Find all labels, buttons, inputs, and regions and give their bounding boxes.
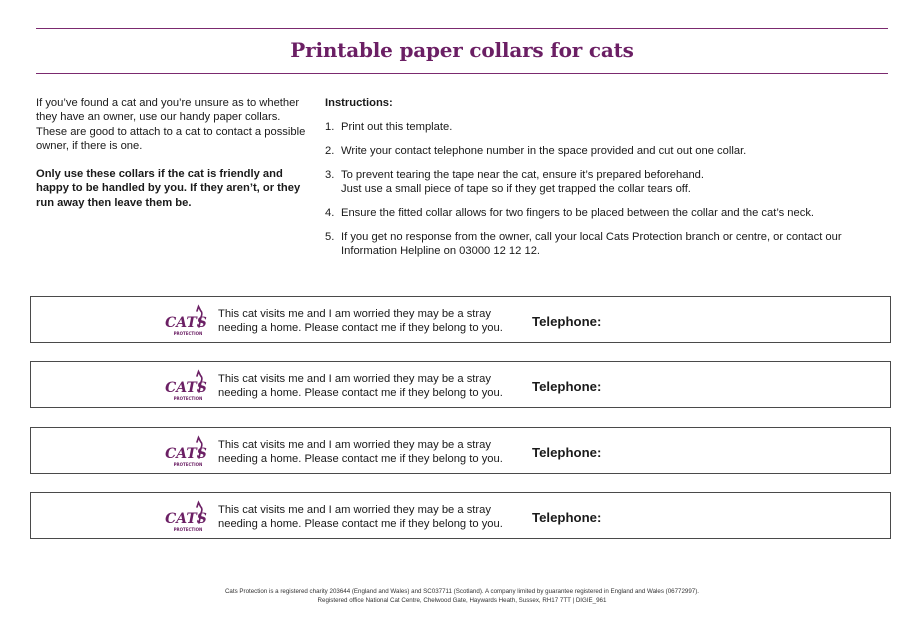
title-rule <box>36 73 888 74</box>
logo-subtext: PROTECTION <box>173 396 203 401</box>
page-title: Printable paper collars for cats <box>290 38 634 62</box>
collar-message <box>218 307 528 336</box>
step-number: 1. <box>325 121 335 134</box>
logo-wordmark: CATS <box>165 380 207 396</box>
step-text: Ensure the fitted collar allows for two fingers to be placed between the collar and the cat’s neck. <box>341 207 815 220</box>
step-text-2: Information Helpline on 03000 12 12 12. <box>341 245 541 258</box>
instructions-section <box>325 96 895 268</box>
logo-subtext: PROTECTION <box>173 331 203 336</box>
intro-section <box>36 96 306 224</box>
collar-message-line-1: This cat visits me and I am worried they may be a stray <box>218 439 491 451</box>
footer-address-line: Registered office National Cat Centre, Chelwood Gate, Haywards Heath, Sussex, RH17 7TT | DIGIE_961 <box>317 597 607 604</box>
intro-warning: Only use these collars if the cat is friendly and happy to be handled by you. If they aren’t, or they run away then leave them be. <box>36 168 301 209</box>
footer-charity-line: Cats Protection is a registered charity 203644 (England and Wales) and SC037711 (Scotland). A company limited by guarantee registered in England and Wales (06772997). <box>224 588 700 595</box>
telephone-label: Telephone: <box>532 314 602 329</box>
paper-collar <box>30 492 891 539</box>
step-text: To prevent tearing the tape near the cat, ensure it’s prepared beforehand. <box>341 169 705 182</box>
telephone-label: Telephone: <box>532 510 602 525</box>
paper-collar <box>30 361 891 408</box>
cats-protection-logo-icon <box>165 305 207 337</box>
logo-wordmark: CATS <box>165 315 207 331</box>
instruction-step <box>325 120 895 134</box>
instruction-step <box>325 206 895 220</box>
collar-message <box>218 438 528 467</box>
collar-message-line-1: This cat visits me and I am worried they may be a stray <box>218 373 491 385</box>
collar-message-line-1: This cat visits me and I am worried they may be a stray <box>218 308 491 320</box>
logo-subtext: PROTECTION <box>173 462 203 467</box>
cats-protection-logo-icon <box>165 501 207 533</box>
logo-subtext: PROTECTION <box>173 527 203 532</box>
instructions-heading: Instructions: <box>325 97 393 109</box>
step-number: 4. <box>325 207 335 220</box>
footer <box>36 587 888 605</box>
collar-message-line-2: needing a home. Please contact me if they belong to you. <box>218 387 503 400</box>
step-text-2: Just use a small piece of tape so if they get trapped the collar tears off. <box>341 183 691 196</box>
instruction-step <box>325 144 895 158</box>
telephone-label: Telephone: <box>532 445 602 460</box>
collar-message-line-1: This cat visits me and I am worried they may be a stray <box>218 504 491 516</box>
telephone-label: Telephone: <box>532 379 602 394</box>
collar-message-line-2: needing a home. Please contact me if they belong to you. <box>218 453 503 466</box>
logo-wordmark: CATS <box>165 511 207 527</box>
top-rule <box>36 28 888 29</box>
step-text: If you get no response from the owner, call your local Cats Protection branch or centre, or contact our <box>341 231 842 244</box>
collar-message-line-2: needing a home. Please contact me if they belong to you. <box>218 322 503 335</box>
cats-protection-logo-icon <box>165 370 207 402</box>
instructions-list <box>325 120 895 258</box>
paper-collar <box>30 296 891 343</box>
step-number: 2. <box>325 145 335 158</box>
logo-wordmark: CATS <box>165 446 207 462</box>
collar-message-line-2: needing a home. Please contact me if they belong to you. <box>218 518 503 531</box>
step-text: Print out this template. <box>341 121 453 134</box>
intro-paragraph: If you’ve found a cat and you’re unsure as to whether they have an owner, use our handy paper collars. These are good to attach to a cat to contact a possible owner, if there is one. <box>36 97 306 152</box>
collar-message <box>218 503 528 532</box>
step-text: Write your contact telephone number in the space provided and cut out one collar. <box>341 145 747 158</box>
instruction-step <box>325 230 895 259</box>
instruction-step <box>325 168 895 197</box>
collar-message <box>218 372 528 401</box>
paper-collar <box>30 427 891 474</box>
step-number: 5. <box>325 231 335 244</box>
step-number: 3. <box>325 169 335 182</box>
cats-protection-logo-icon <box>165 436 207 468</box>
